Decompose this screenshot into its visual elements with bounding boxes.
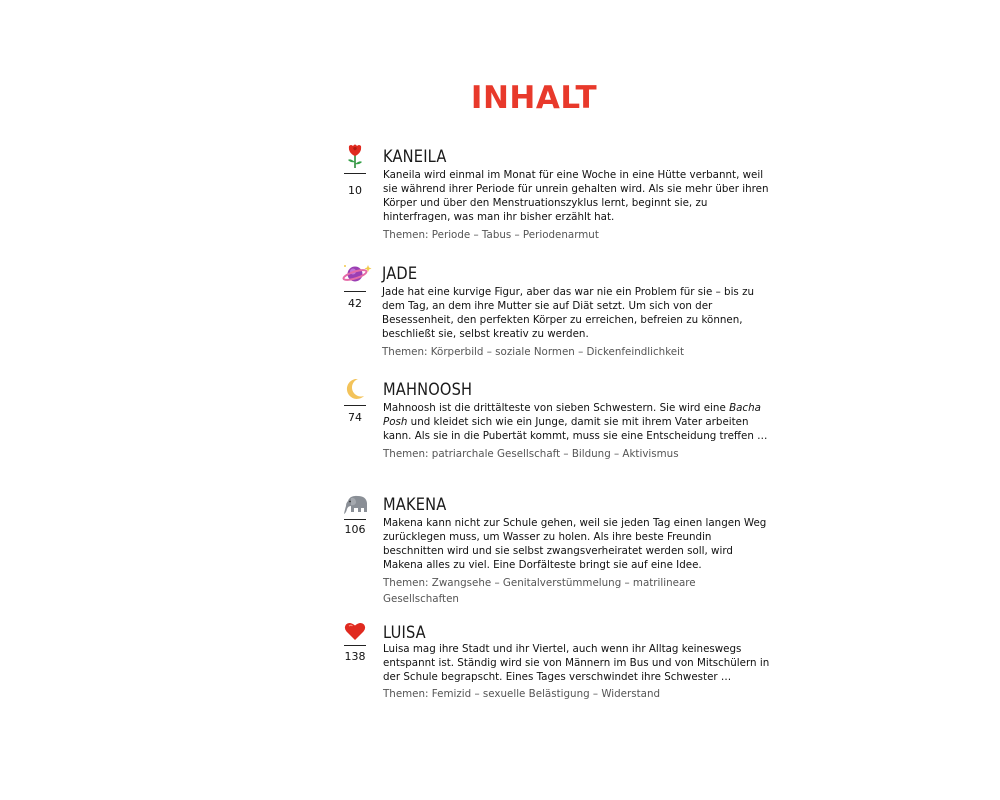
- page-number: 42: [348, 297, 362, 310]
- story-title[interactable]: LUISA: [383, 623, 426, 643]
- emphasized-term: Bacha Posh: [383, 402, 761, 428]
- page-number: 74: [348, 411, 362, 424]
- story-summary: [383, 377, 773, 462]
- story-topics: Themen: Körperbild – soziale Normen – Dickenfeindlichkeit: [382, 346, 685, 358]
- elephant-icon: [342, 493, 366, 517]
- story-description: Mahnoosh ist die drittälteste von sieben Schwestern. Sie wird eine Bacha Posh und kleidet sich wie ein Junge, damit sie mit ihrem Vater arbeiten kann. Als sie in die Pubertät kommt, muss sie eine Entscheidung treffen …: [383, 402, 768, 442]
- crescent-moon-icon: [343, 377, 367, 401]
- page-title: INHALT: [470, 80, 598, 116]
- story-topics: Themen: patriarchale Gesellschaft – Bildung – Aktivismus: [383, 448, 679, 460]
- story-title[interactable]: MAHNOOSH: [383, 380, 473, 400]
- story-title[interactable]: MAKENA: [383, 495, 447, 515]
- story-description: Makena kann nicht zur Schule gehen, weil sie jeden Tag einen langen Weg zurücklegen muss, um Wasser zu holen. Als ihre beste Freundin beschnitten wird und sie selbst zwangsverheiratet werden soll, wird Makena alles zu viel. Eine Dorfälteste bringt sie auf eine Idee.: [383, 517, 767, 571]
- divider: [344, 405, 366, 406]
- story-summary: [383, 621, 773, 702]
- divider: [344, 291, 366, 292]
- story-description: Luisa mag ihre Stadt und ihr Viertel, auch wenn ihr Alltag keineswegs entspannt ist. Ständig wird sie von Männern im Bus und von Mitschülern in der Schule begrapscht. Eines Tages verschwindet ihre Schwester …: [383, 643, 770, 683]
- heart-icon: [343, 621, 367, 641]
- story-title[interactable]: JADE: [382, 264, 418, 284]
- story-summary: [383, 143, 773, 243]
- page-number: 10: [348, 184, 362, 197]
- story-topics: Themen: Zwangsehe – Genitalverstümmelung – matrilineare Gesellschaften: [383, 577, 696, 605]
- story-summary: [383, 493, 773, 607]
- divider: [344, 173, 366, 174]
- planet-icon: [342, 262, 366, 286]
- divider: [344, 519, 366, 520]
- story-topics: Themen: Femizid – sexuelle Belästigung – Widerstand: [383, 688, 661, 700]
- rose-icon: [343, 143, 367, 169]
- page-number: 106: [344, 523, 366, 536]
- page-number: 138: [344, 650, 366, 663]
- story-title[interactable]: KANEILA: [383, 147, 447, 167]
- story-summary: [382, 262, 772, 360]
- divider: [344, 645, 366, 646]
- story-description: Jade hat eine kurvige Figur, aber das war nie ein Problem für sie – bis zu dem Tag, an dem ihre Mutter sie auf Diät setzt. Um sich von der Besessenheit, den perfekten Körper zu erreichen, befreien zu können, beschließt sie, selbst kreativ zu werden.: [382, 286, 754, 340]
- story-topics: Themen: Periode – Tabus – Periodenarmut: [383, 229, 599, 241]
- story-description: Kaneila wird einmal im Monat für eine Woche in eine Hütte verbannt, weil sie während ihrer Periode für unrein gehalten wird. Als sie mehr über ihren Körper und über den Menstruationszyklus lernt, beginnt sie, zu hinterfragen, was man ihr bisher erzählt hat.: [383, 169, 769, 223]
